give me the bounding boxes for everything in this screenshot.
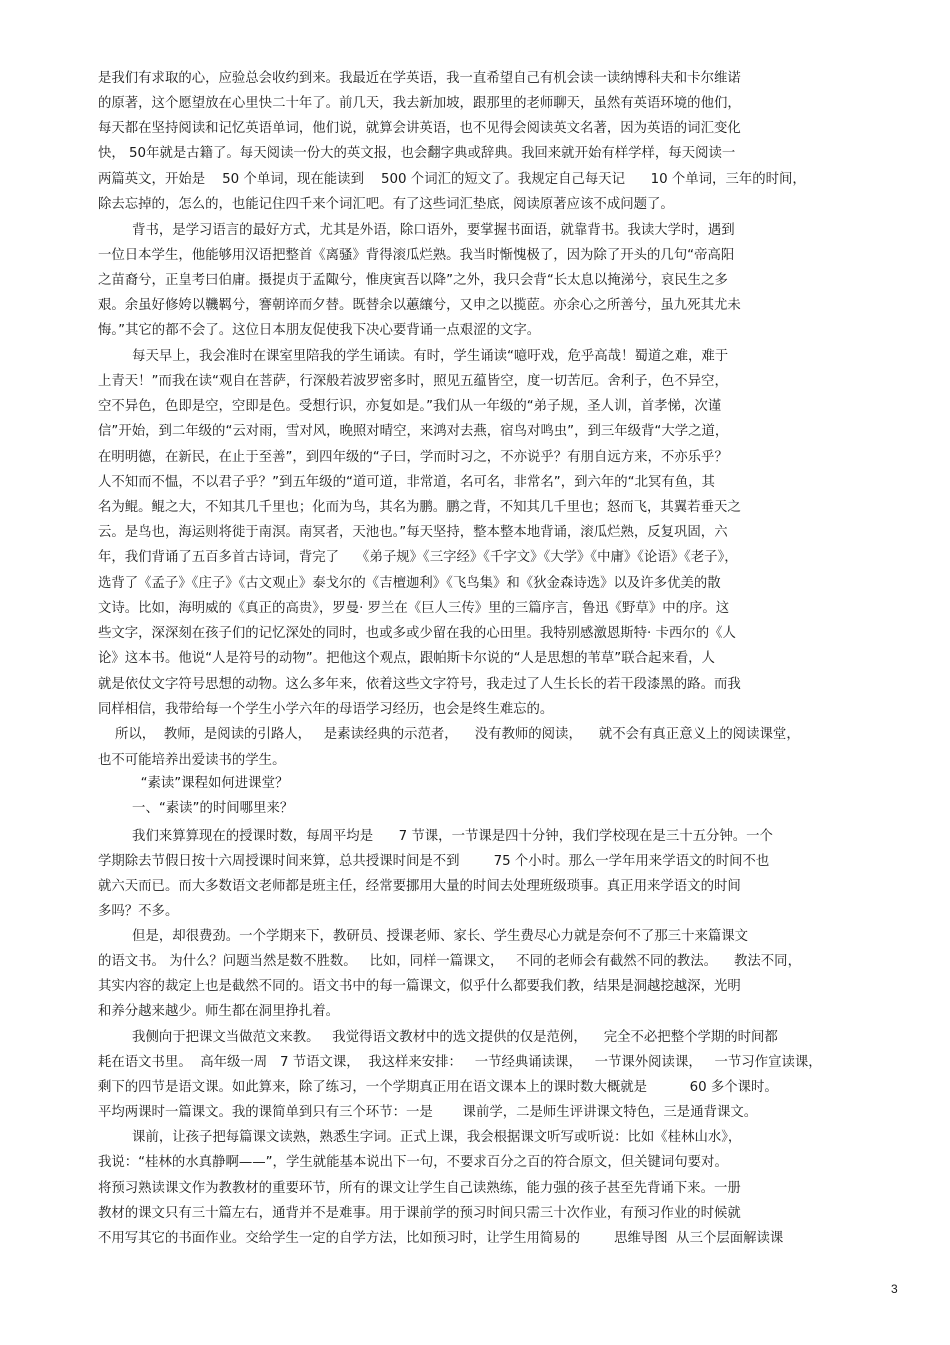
text-line: 但是，却很费劲。一个学期来下，教研员、授课老师、家长、学生费尽心力就是奈何不了那三十来篇课文 [98,929,749,944]
text-line: 剩下的四节是语文课。如此算来，除了练习，一个学期真正用在语文课本上的课时数大概就是 60 多个课时。 [98,1080,778,1095]
text-line: 耗在语文书里。 高年级一周 7 节语文课， 我这样来安排： 一节经典诵读课， 一节课外阅读课， 一节习作宣读课， [98,1055,822,1070]
text-line: 的原著，这个愿望放在心里快二十年了。前几天，我去新加坡，跟那里的老师聊天，虽然有英语环境的他们， [98,96,741,111]
text-line: 的语文书。 为什么？问题当然是数不胜数。 比如，同样一篇课文， 不同的老师会有截然不同的教法。 教法不同， [98,954,801,969]
text-line: 我侧向于把课文当做范文来教。 我觉得语文教材中的选文提供的仅是范例， 完全不必把整个学期的时间都 [98,1030,778,1045]
text-line: 和养分越来越少。师生都在洞里挣扎着。 [98,1004,340,1019]
text-line: 悔。”其它的都不会了。这位日本朋友促使我下决心要背诵一点艰涩的文字。 [98,323,541,338]
text-line: 学期除去节假日按十六周授课时间来算，总共授课时间是不到 75 个小时。那么一学年用来学语文的时间不也 [98,854,770,869]
text-line: 选背了《孟子》《庄子》《古文观止》泰戈尔的《吉檀迦利》《飞鸟集》和《狄金森诗选》以及许多优美的散 [98,576,721,591]
text-line: 文诗。比如，海明威的《真正的高贵》，罗曼· 罗兰在《巨人三传》里的三篇序言，鲁迅《野草》中的序。这 [98,601,730,616]
text-line: 信”开始，到二年级的“云对雨，雪对风，晚照对晴空，来鸿对去燕，宿鸟对鸣虫”，到三年级背“大学之道， [98,424,729,439]
text-line: 上青天！”而我在读“观自在菩萨，行深般若波罗密多时，照见五蕴皆空，度一切苦厄。舍利子，色不异空， [98,374,728,389]
text-line: 也不可能培养出爱读书的学生。 [98,753,286,768]
text-line: 艰。余虽好修姱以鞿羁兮，謇朝谇而夕替。既替余以蕙纕兮，又申之以揽茝。亦余心之所善兮，虽九死其尤未 [98,298,741,313]
text-line: 我说：“桂林的水真静啊——”，学生就能基本说出下一句，不要求百分之百的符合原文，但关键词句要对。 [98,1155,728,1170]
text-line: “素读”课程如何进课堂？ [98,776,289,791]
text-line: 其实内容的裁定上也是截然不同的。语文书中的每一篇课文，似乎什么都要我们教，结果是洞越挖越深，光明 [98,979,741,994]
text-line: 每天都在坚持阅读和记忆英语单词，他们说，就算会讲英语，也不见得会阅读英文名著，因为英语的词汇变化 [98,121,741,136]
text-line: 同样相信，我带给每一个学生小学六年的母语学习经历，也会是终生难忘的。 [98,702,554,717]
text-line: 些文字，深深刻在孩子们的记忆深处的同时，也或多或少留在我的心田里。我特别感激恩斯特· 卡西尔的《人 [98,626,736,641]
text-line: 平均两课时一篇课文。我的课简单到只有三个环节：一是 课前学，二是师生评讲课文特色，三是通背课文。 [98,1105,758,1120]
text-line: 人不知而不愠，不以君子乎？”到五年级的“道可道，非常道，名可名，非常名”，到六年的“北冥有鱼，其 [98,475,715,490]
text-line: 一位日本学生，他能够用汉语把整首《离骚》背得滚瓜烂熟。我当时惭愧极了，因为除了开头的几句“帝高阳 [98,248,735,263]
text-line: 一、“素读”的时间哪里来？ [98,801,294,816]
text-line: 教材的课文只有三十篇左右，通背并不是难事。用于课前学的预习时间只需三十次作业，有预习作业的时候就 [98,1206,741,1221]
text-line: 就六天而已。而大多数语文老师都是班主任，经常要挪用大量的时间去处理班级琐事。真正用来学语文的时间 [98,879,741,894]
text-line: 快， 50年就是古籍了。每天阅读一份大的英文报，也会翻字典或辞典。我回来就开始有样学样，每天阅读一 [98,146,736,161]
text-line: 每天早上，我会准时在课室里陪我的学生诵读。有时，学生诵读“噫吁戏，危乎高哉！蜀道之难，难于 [98,349,729,364]
text-line: 所以， 教师，是阅读的引路人， 是素读经典的示范者， 没有教师的阅读， 就不会有真正意义上的阅读课堂， [98,727,800,742]
text-line: 不用写其它的书面作业。交给学生一定的自学方法，比如预习时，让学生用简易的 思维导图 从三个层面解读课 [98,1231,784,1246]
text-line: 多吗？不多。 [98,904,179,919]
text-line: 是我们有求取的心，应验总会收约到来。我最近在学英语，我一直希望自己有机会读一读纳博科夫和卡尔维诺 [98,71,741,86]
text-line: 两篇英文，开始是 50 个单词，现在能读到 500 个词汇的短文了。我规定自己每天记 10 个单词，三年的时间， [98,172,806,187]
text-line: 就是依仗文字符号思想的动物。这么多年来，依着这些文字符号，我走过了人生长长的若干段漆黑的路。而我 [98,677,741,692]
text-line: 年，我们背诵了五百多首古诗词，背完了 《弟子规》《三字经》《千字文》《大学》《中庸》《论语》《老子》， [98,550,738,565]
text-line: 除去忘掉的，怎么的，也能记住四千来个词汇吧。有了这些词汇垫底，阅读原著应该不成问题了。 [98,197,674,212]
text-line: 空不异色，色即是空，空即是色。受想行识，亦复如是。”我们从一年级的“弟子规，圣人训，首孝悌，次谨 [98,399,722,414]
text-line: 将预习熟读课文作为教教材的重要环节，所有的课文让学生自己读熟练，能力强的孩子甚至先背诵下来。一册 [98,1181,741,1196]
text-line: 之苗裔兮，正皇考曰伯庸。摄提贞于孟陬兮，惟庚寅吾以降”之外，我只会背“长太息以掩涕兮，哀民生之多 [98,273,728,288]
text-line: 在明明德，在新民，在止于至善”，到四年级的“子曰，学而时习之，不亦说乎？有朋自远方来，不亦乐乎？ [98,450,728,465]
text-line: 背书，是学习语言的最好方式，尤其是外语，除口语外，要掌握书面语，就靠背书。我读大学时，遇到 [98,223,735,238]
text-line: 论》这本书。他说“人是符号的动物”。把他这个观点，跟帕斯卡尔说的“人是思想的苇草”联合起来看，人 [98,651,715,666]
text-line: 名为鲲。鲲之大，不知其几千里也；化而为鸟，其名为鹏。鹏之背，不知其几千里也；怒而飞，其翼若垂天之 [98,500,741,515]
page-number: 3 [891,1282,898,1296]
text-line: 我们来算算现在的授课时数，每周平均是 7 节课，一节课是四十分钟，我们学校现在是三十五分钟。一个 [98,829,773,844]
text-line: 云。是鸟也，海运则将徙于南溟。南冥者，天池也。”每天坚持，整本整本地背诵，滚瓜烂熟，反复巩固，六 [98,525,728,540]
text-line: 课前，让孩子把每篇课文读熟，熟悉生字词。正式上课，我会根据课文听写或听说：比如《桂林山水》， [98,1130,742,1145]
